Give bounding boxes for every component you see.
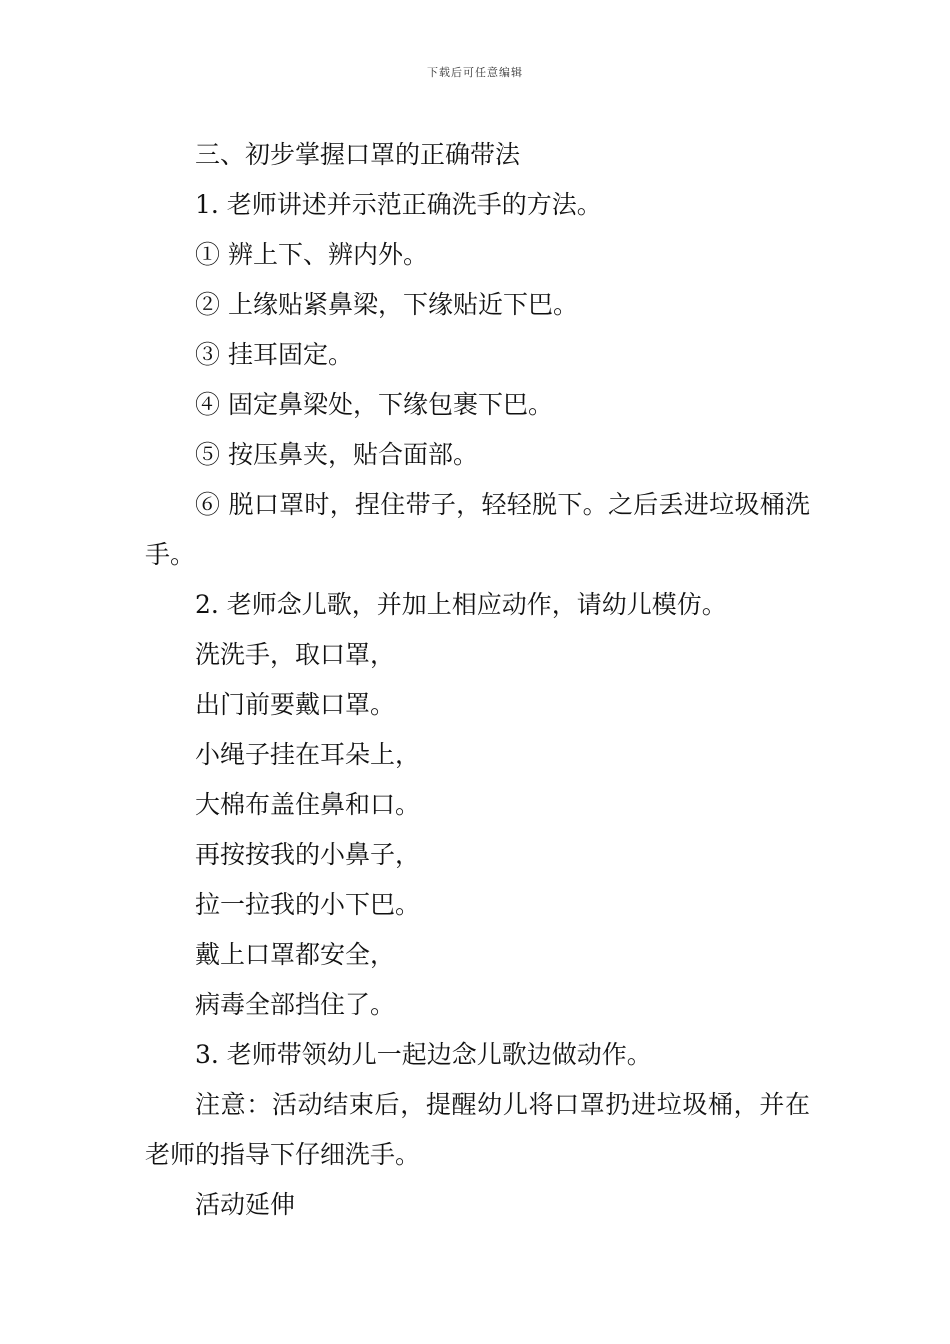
rhyme-line: 戴上口罩都安全， — [195, 940, 396, 969]
note-paragraph: 注意：活动结束后，提醒幼儿将口罩扔进垃圾桶，并在老师的指导下仔细洗手。 — [145, 1090, 810, 1169]
page-header: 下载后可任意编辑 — [427, 66, 523, 79]
section-heading: 三、初步掌握口罩的正确带法 — [195, 140, 521, 169]
list-item: ⑤ 按压鼻夹，贴合面部。 — [195, 440, 478, 469]
step-2: 2. 老师念儿歌，并加上相应动作，请幼儿模仿。 — [195, 590, 727, 619]
list-item: ② 上缘贴紧鼻梁，下缘贴近下巴。 — [195, 290, 578, 319]
document-body — [145, 130, 810, 1230]
step-3: 3. 老师带领幼儿一起边念儿歌边做动作。 — [195, 1040, 652, 1069]
step-1: 1. 老师讲述并示范正确洗手的方法。 — [195, 190, 602, 219]
section-heading: 活动延伸 — [195, 1190, 296, 1219]
rhyme-line: 病毒全部挡住了。 — [195, 990, 396, 1019]
list-item: ⑥ 脱口罩时，捏住带子，轻轻脱下。之后丢进垃圾桶洗手。 — [145, 490, 810, 569]
list-item: ④ 固定鼻梁处，下缘包裹下巴。 — [195, 390, 553, 419]
rhyme-line: 再按按我的小鼻子， — [195, 840, 421, 869]
rhyme-line: 小绳子挂在耳朵上， — [195, 740, 421, 769]
list-item: ③ 挂耳固定。 — [195, 340, 353, 369]
rhyme-line: 洗洗手，取口罩， — [195, 640, 396, 669]
rhyme-line: 出门前要戴口罩。 — [195, 690, 396, 719]
list-item: ① 辨上下、辨内外。 — [195, 240, 428, 269]
rhyme-line: 拉一拉我的小下巴。 — [195, 890, 421, 919]
rhyme-line: 大棉布盖住鼻和口。 — [195, 790, 421, 819]
